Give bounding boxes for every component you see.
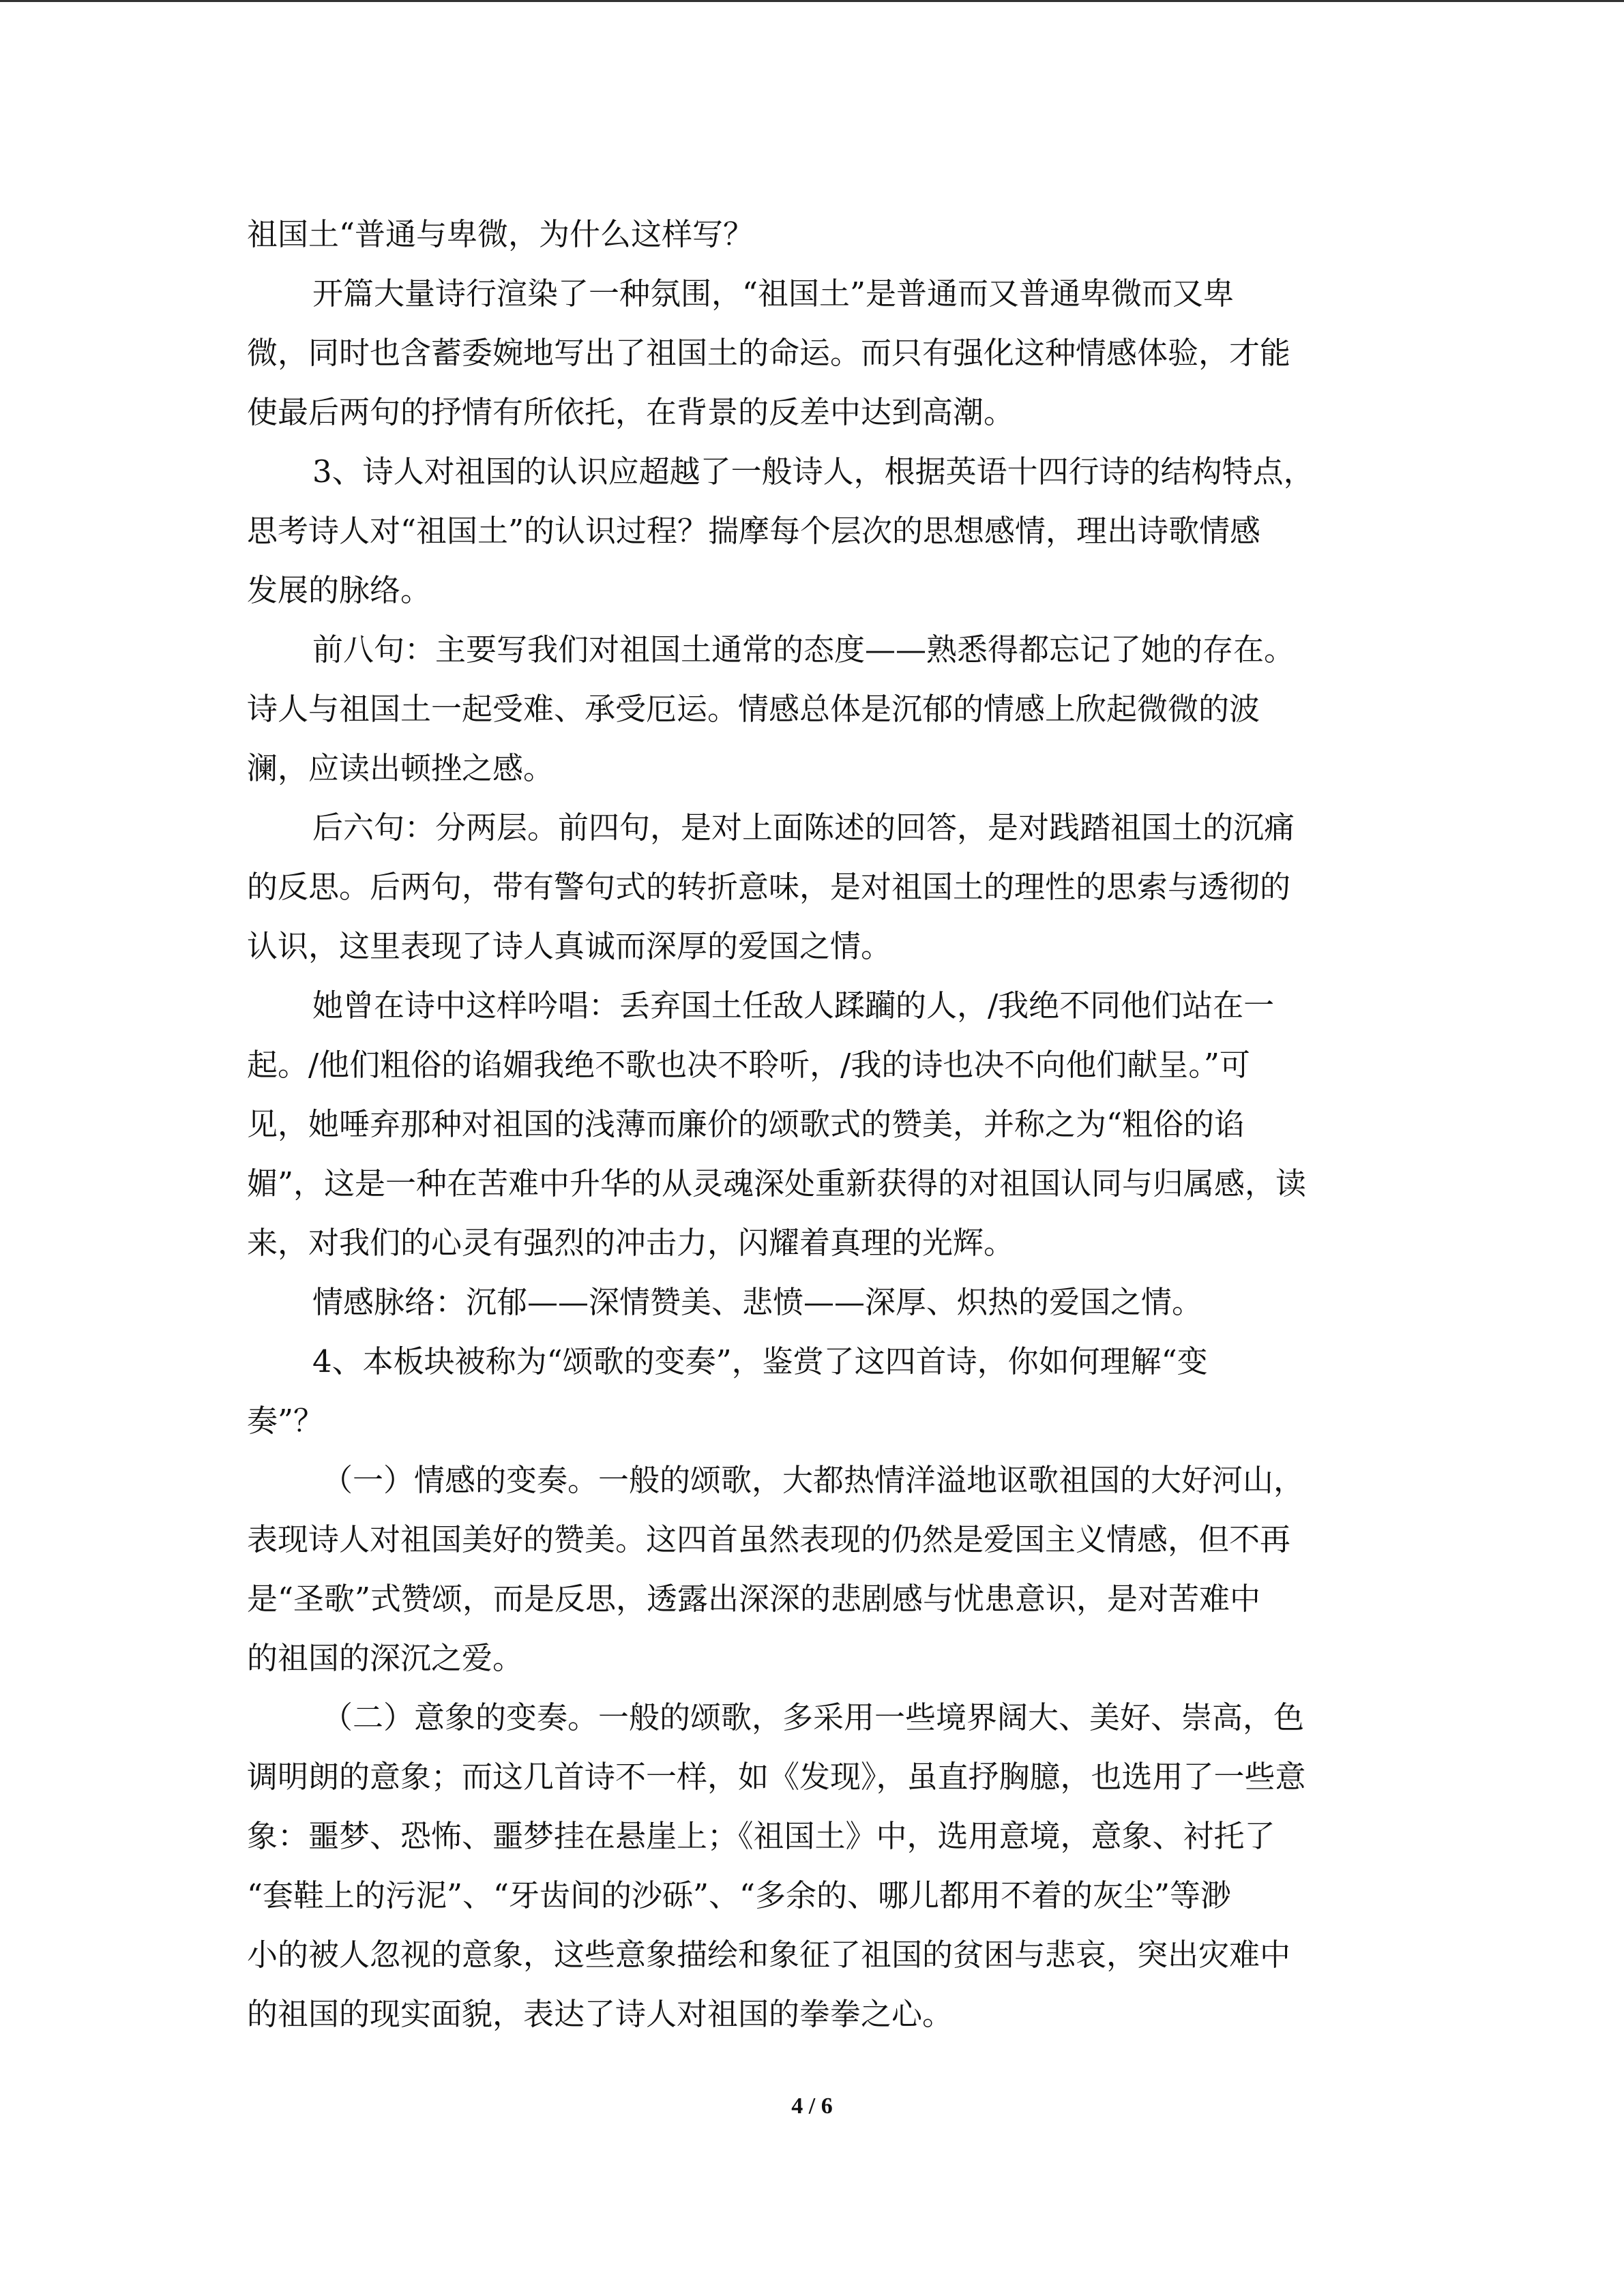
text-line: 媚”，这是一种在苦难中升华的从灵魂深处重新获得的对祖国认同与归属感，读 (247, 1165, 1307, 1202)
text-line: 使最后两句的抒情有所依托，在背景的反差中达到高潮。 (247, 394, 1015, 430)
text-line: 的反思。后两句，带有警句式的转折意味，是对祖国土的理性的思索与透彻的 (247, 869, 1291, 905)
text-line: 的祖国的深沉之爱。 (247, 1640, 524, 1676)
text-line: 来，对我们的心灵有强烈的冲击力，闪耀着真理的光辉。 (247, 1225, 1015, 1261)
text-line: 表现诗人对祖国美好的赞美。这四首虽然表现的仍然是爱国主义情感，但不再 (247, 1521, 1291, 1557)
text-line: 是“圣歌”式赞颂，而是反思，透露出深深的悲剧感与忧患意识，是对苦难中 (247, 1581, 1261, 1617)
text-line: 诗人与祖国土一起受难、承受厄运。情感总体是沉郁的情感上欣起微微的波 (247, 691, 1260, 727)
text-line: 思考诗人对“祖国土”的认识过程？揣摩每个层次的思想感情，理出诗歌情感 (247, 513, 1261, 549)
text-line: 认识，这里表现了诗人真诚而深厚的爱国之情。 (247, 928, 892, 964)
text-line: 微，同时也含蓄委婉地写出了祖国土的命运。而只有强化这种情感体验，才能 (247, 335, 1291, 371)
text-line: 象：噩梦、恐怖、噩梦挂在悬崖上；《祖国土》中，选用意境，意象、衬托了 (247, 1818, 1275, 1854)
text-line: “套鞋上的污泥”、“牙齿间的沙砾”、“多余的、哪儿都用不着的灰尘”等渺 (247, 1877, 1232, 1913)
page-number: 4 / 6 (791, 2093, 833, 2119)
paragraph-line: 4、本板块被称为“颂歌的变奏”，鉴赏了这四首诗，你如何理解“变 (312, 1343, 1208, 1380)
paragraph-line: （一）情感的变奏。一般的颂歌，大都热情洋溢地讴歌祖国的大好河山， (322, 1462, 1305, 1498)
paragraph-line: 情感脉络：沉郁——深情赞美、悲愤——深厚、炽热的爱国之情。 (312, 1284, 1203, 1320)
text-line: 发展的脉络。 (247, 572, 432, 608)
paragraph-line: 她曾在诗中这样吟唱：丢弃国土任敌人蹂躏的人，/我绝不同他们站在一 (312, 987, 1275, 1024)
text-line: 小的被人忽视的意象，这些意象描绘和象征了祖国的贫困与悲哀，突出灾难中 (247, 1937, 1291, 1973)
text-line: 澜，应读出顿挫之感。 (247, 750, 555, 786)
top-border-line (0, 0, 1624, 2)
paragraph-line: 前八句：主要写我们对祖国土通常的态度——熟悉得都忘记了她的存在。 (312, 631, 1295, 668)
paragraph-line: 后六句：分两层。前四句，是对上面陈述的回答，是对践踏祖国土的沉痛 (312, 809, 1295, 846)
text-line: 调明朗的意象；而这几首诗不一样，如《发现》，虽直抒胸臆，也选用了一些意 (247, 1759, 1306, 1795)
document-body (247, 205, 1379, 2044)
text-line: 的祖国的现实面貌，表达了诗人对祖国的拳拳之心。 (247, 1996, 954, 2032)
text-line: 奏”？ (247, 1403, 325, 1439)
paragraph-line: 3、诗人对祖国的认识应超越了一般诗人，根据英语十四行诗的结构特点， (312, 453, 1314, 490)
text-line: 起。/他们粗俗的谄媚我绝不歌也决不聆听，/我的诗也决不向他们献呈。”可 (247, 1047, 1250, 1083)
text-line: 祖国土“普通与卑微，为什么这样写？ (247, 216, 754, 252)
paragraph-line: 开篇大量诗行渲染了一种氛围，“祖国土”是普通而又普通卑微而又卑 (312, 275, 1235, 312)
paragraph-line: （二）意象的变奏。一般的颂歌，多采用一些境界阔大、美好、崇高，色 (322, 1699, 1305, 1735)
text-line: 见，她唾弃那种对祖国的浅薄而廉价的颂歌式的赞美，并称之为“粗俗的谄 (247, 1106, 1245, 1142)
